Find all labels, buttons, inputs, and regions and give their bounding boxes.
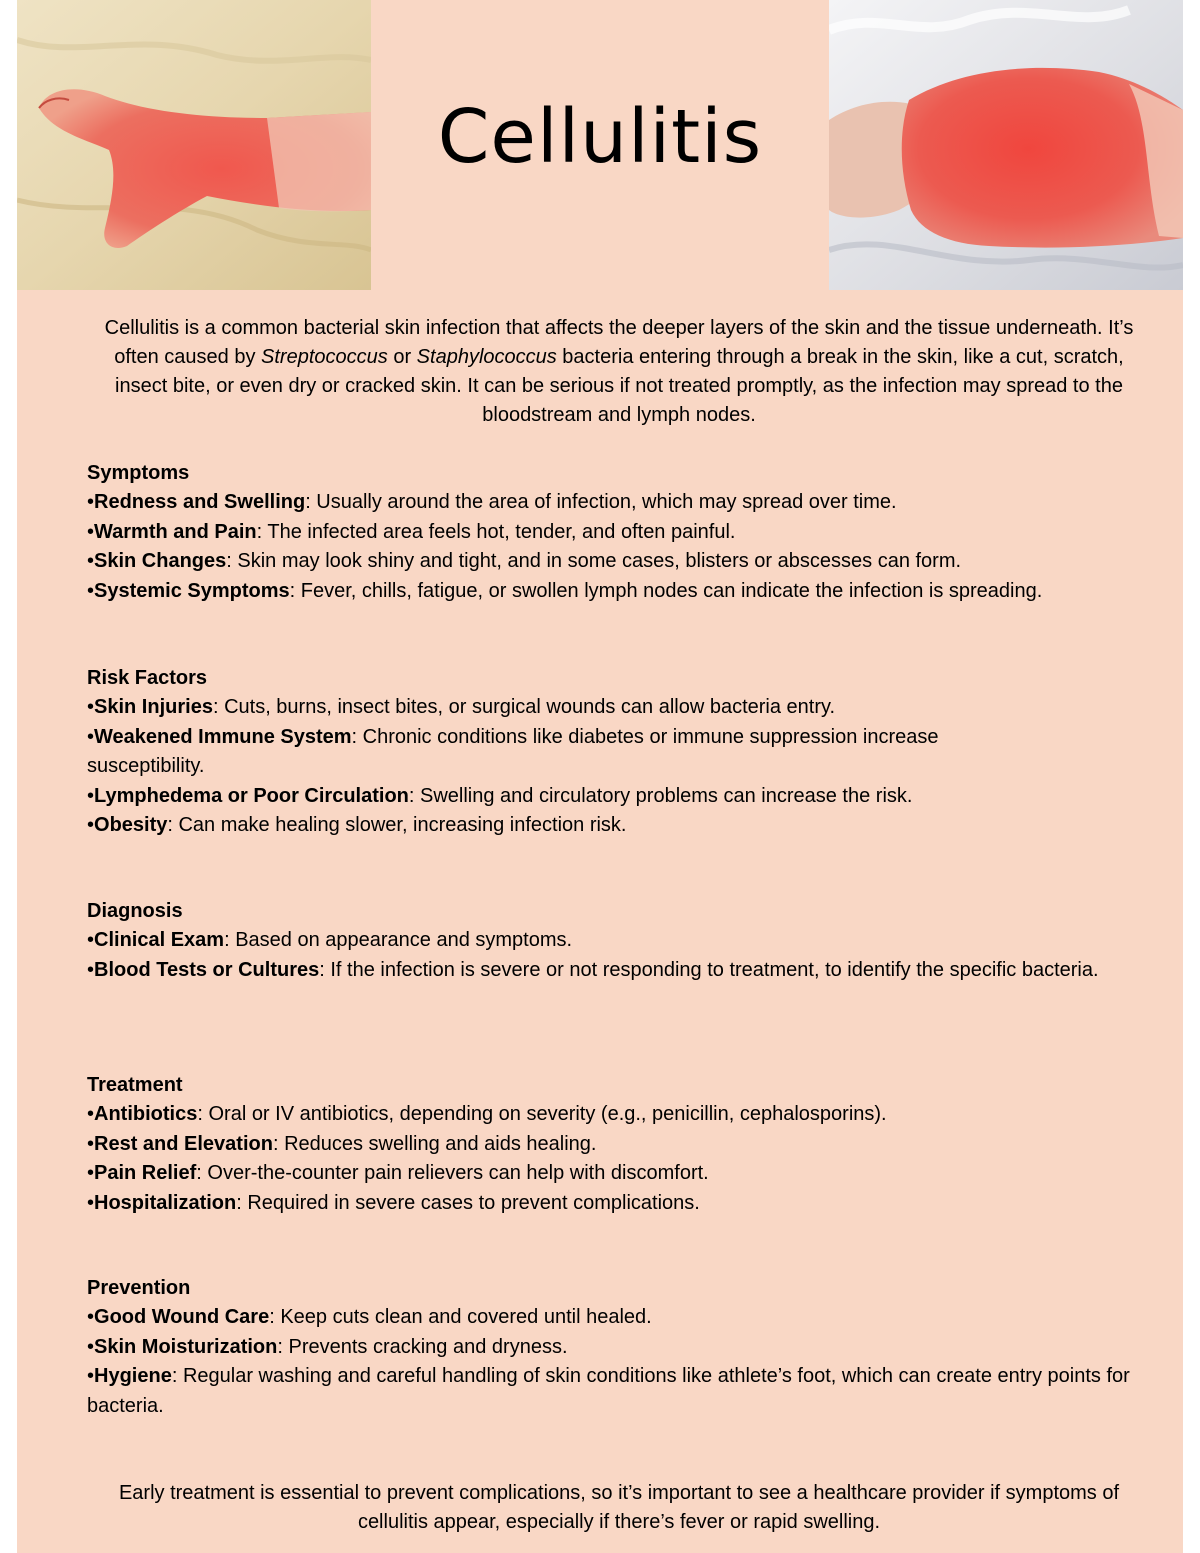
bullet-glyph: • (87, 1306, 95, 1329)
bullet-glyph: • (87, 1335, 95, 1358)
item-text: : Cuts, burns, insect bites, or surgical wounds can allow bacteria entry. (212, 696, 836, 719)
list-item (87, 1333, 1172, 1362)
list-item (87, 926, 1172, 955)
bullet-glyph: • (87, 1132, 95, 1155)
item-term: Obesity (94, 814, 168, 837)
flyer-page (17, 0, 1183, 1553)
item-term: Lymphedema or Poor Circulation (94, 784, 409, 807)
bullet-glyph: • (87, 784, 95, 807)
bullet-glyph: • (87, 579, 95, 602)
list-item (87, 811, 1172, 840)
item-term: Weakened Immune System (94, 725, 352, 748)
section-prevention (87, 1274, 1172, 1421)
bullet-glyph: • (87, 1365, 95, 1388)
item-text: : Over-the-counter pain relievers can help with discomfort. (196, 1162, 709, 1185)
item-term: Pain Relief (94, 1162, 197, 1185)
list-item (87, 956, 1172, 985)
item-text: : Can make healing slower, increasing infection risk. (167, 814, 627, 837)
item-text: : Fever, chills, fatigue, or swollen lymph nodes can indicate the infection is spreading. (289, 579, 1043, 602)
bullet-glyph: • (87, 1191, 95, 1214)
bullet-glyph: • (87, 958, 95, 981)
list-item (87, 1189, 1172, 1218)
list-item (87, 1362, 1172, 1421)
item-term: Skin Moisturization (94, 1335, 278, 1358)
item-term: Clinical Exam (94, 929, 225, 952)
list-item (87, 782, 1172, 811)
item-text: : Oral or IV antibiotics, depending on severity (e.g., penicillin, cephalosporins). (197, 1103, 887, 1126)
list-item (87, 1303, 1172, 1332)
item-term: Antibiotics (94, 1103, 198, 1126)
item-term: Skin Changes (94, 550, 227, 573)
item-text: : Keep cuts clean and covered until healed. (269, 1306, 652, 1329)
list-item (87, 1130, 1172, 1159)
section-diagnosis (87, 897, 1172, 985)
bullet-glyph: • (87, 725, 95, 748)
item-text: : Swelling and circulatory problems can increase the risk. (408, 784, 913, 807)
item-text: : Chronic conditions like diabetes or immune suppression increase susceptibility. (87, 725, 939, 778)
section-heading: Prevention (87, 1277, 191, 1299)
list-item (87, 693, 1172, 722)
item-text: : The infected area feels hot, tender, and often painful. (256, 520, 736, 543)
intro-italic-streptococcus: Streptococcus (261, 346, 388, 368)
bullet-list (87, 1303, 1172, 1421)
section-treatment (87, 1071, 1172, 1218)
bullet-glyph: • (87, 491, 95, 514)
bullet-list (87, 926, 1172, 985)
bullet-glyph: • (87, 520, 95, 543)
cellulitis-leg-photo-left (17, 0, 371, 290)
intro-text-2: or (387, 346, 417, 368)
item-text: : Prevents cracking and dryness. (277, 1335, 568, 1358)
page-title: Cellulitis (437, 94, 763, 180)
closing-paragraph: Early treatment is essential to prevent complications, so it’s important to see a healthcare provider if symptoms of cellulitis appear, especially if there’s fever or rapid swelling. (118, 1482, 1120, 1533)
list-item (87, 1159, 1172, 1188)
section-risk-factors (87, 664, 1172, 840)
list-item (87, 488, 1172, 517)
intro-italic-staphylococcus: Staphylococcus (416, 346, 557, 368)
item-text: : If the infection is severe or not responding to treatment, to identify the specific bacteria. (319, 958, 1099, 981)
list-item (87, 577, 1172, 606)
list-item (87, 1100, 1172, 1129)
intro-text-3: bacteria entering through a break in the skin, like a cut, scratch, insect bite, or even dry or cracked skin. It can be serious if not treated promptly, as the infection may spread to the bloodstream and lymph nodes. (115, 346, 1124, 426)
bullet-list (87, 693, 1172, 840)
section-heading: Symptoms (87, 462, 190, 484)
section-heading: Diagnosis (87, 900, 183, 922)
bullet-list (87, 488, 1172, 606)
bullet-glyph: • (87, 1162, 95, 1185)
item-term: Skin Injuries (94, 696, 213, 719)
item-text: : Skin may look shiny and tight, and in some cases, blisters or abscesses can form. (226, 550, 962, 573)
item-term: Hygiene (94, 1365, 172, 1388)
item-term: Redness and Swelling (94, 491, 306, 514)
item-term: Hospitalization (94, 1191, 237, 1214)
section-heading: Treatment (87, 1074, 183, 1096)
bullet-glyph: • (87, 550, 95, 573)
item-text: : Regular washing and careful handling of skin conditions like athlete’s foot, which can create entry points for bacteria. (87, 1365, 1130, 1417)
bullet-list (87, 1100, 1172, 1218)
intro-text-1: Cellulitis is a common bacterial skin infection that affects the deeper layers of the skin and the tissue underneath. It’s often caused by (104, 317, 1134, 368)
list-item (87, 518, 1172, 547)
item-text: : Usually around the area of infection, which may spread over time. (305, 491, 897, 514)
item-text: : Based on appearance and symptoms. (224, 929, 573, 952)
list-item (87, 547, 1172, 576)
section-heading: Risk Factors (87, 667, 208, 689)
item-term: Good Wound Care (94, 1306, 270, 1329)
bullet-glyph: • (87, 696, 95, 719)
intro-paragraph (89, 314, 1149, 430)
list-item (87, 723, 1172, 782)
item-text: : Reduces swelling and aids healing. (272, 1132, 597, 1155)
item-text: : Required in severe cases to prevent complications. (236, 1191, 700, 1214)
item-term: Rest and Elevation (94, 1132, 273, 1155)
cellulitis-leg-photo-right (829, 0, 1183, 290)
item-term: Blood Tests or Cultures (94, 958, 320, 981)
bullet-glyph: • (87, 929, 95, 952)
section-symptoms (87, 459, 1172, 606)
bullet-glyph: • (87, 814, 95, 837)
item-term: Systemic Symptoms (94, 579, 290, 602)
item-term: Warmth and Pain (94, 520, 257, 543)
bullet-glyph: • (87, 1103, 95, 1126)
